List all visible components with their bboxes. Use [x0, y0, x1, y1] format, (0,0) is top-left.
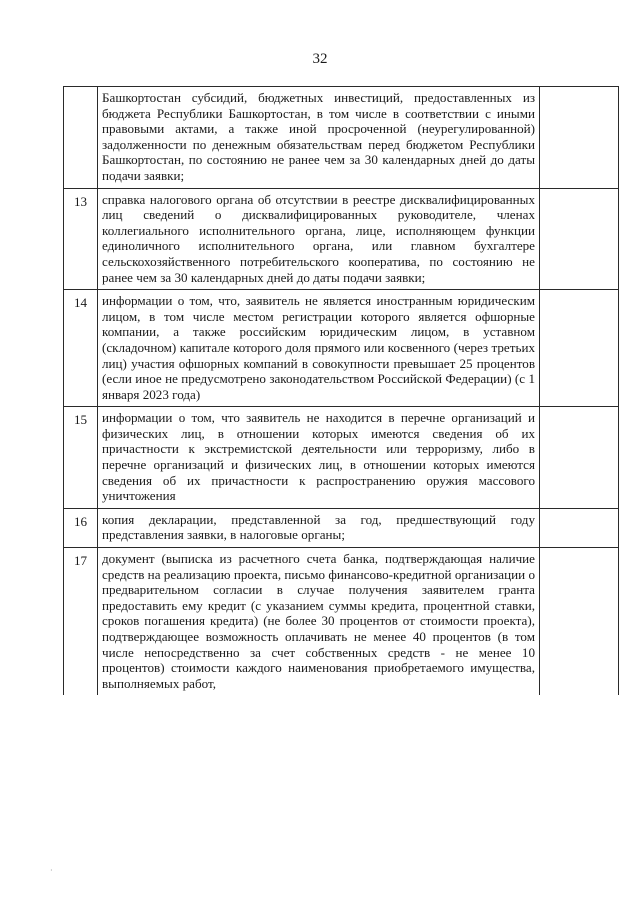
row-number: 16 [64, 508, 98, 547]
documents-table [63, 86, 619, 695]
table-row [64, 188, 619, 290]
table-row [64, 548, 619, 696]
row-number [64, 87, 98, 189]
empty-cell [540, 188, 619, 290]
empty-cell [540, 508, 619, 547]
row-number: 17 [64, 548, 98, 696]
empty-cell [540, 290, 619, 407]
empty-cell [540, 407, 619, 509]
row-number: 13 [64, 188, 98, 290]
empty-cell [540, 548, 619, 696]
row-number: 15 [64, 407, 98, 509]
row-text: документ (выписка из расчетного счета банка, подтверждающая наличие средств на реализацию проекта, письмо финансово-кредитной организации о предварительном согласии в случае получения заявителем гранта предоставить ему кредит (с указанием суммы кредита, процентной ставки, сроков погашения кредита) (не более 30 процентов от стоимости проекта), подтверждающее возможность оплачивать не менее 40 процентов (в том числе непосредственно за счет собственных средств - не менее 10 процентов) стоимости каждого наименования приобретаемого имущества, выполняемых работ, [98, 548, 540, 696]
row-text: копия декларации, представленной за год, предшествующий году представления заявки, в налоговые органы; [98, 508, 540, 547]
row-text: информации о том, что заявитель не находится в перечне организаций и физических лиц, в отношении которых имеются сведения об их причастности к экстремистской деятельности или терроризму, либо в перечне организаций и физических лиц, в отношении которых имеются сведения об их причастности к распространению оружия массового уничтожения [98, 407, 540, 509]
scan-speck: · [50, 866, 53, 875]
row-text: справка налогового органа об отсутствии в реестре дисквалифицированных лиц сведений о дисквалифицированных руководителе, членах коллегиального исполнительного органа, лице, исполняющем функции единоличного исполнительного органа, или главном бухгалтере сельскохозяйственного потребительского кооператива, по состоянию не ранее чем за 30 календарных дней до даты подачи заявки; [98, 188, 540, 290]
row-number: 14 [64, 290, 98, 407]
row-text: Башкортостан субсидий, бюджетных инвестиций, предоставленных из бюджета Республики Башкортостан, в том числе в соответствии с иными правовыми актами, а также иной просроченной (неурегулированной) задолженности по денежным обязательствам перед бюджетом Республики Башкортостан, по состоянию не ранее чем за 30 календарных дней до даты подачи заявки; [98, 87, 540, 189]
row-text: информации о том, что, заявитель не является иностранным юридическим лицом, в том числе местом регистрации которого является офшорные компании, а также российским юридическим лицом, в уставном (складочном) капитале которого доля прямого или косвенного (через третьих лиц) участия офшорных компаний в совокупности превышает 25 процентов (если иное не предусмотрено законодательством Российской Федерации) (с 1 января 2023 года) [98, 290, 540, 407]
page-number: 32 [312, 51, 328, 67]
table-row [64, 87, 619, 189]
table-row [64, 290, 619, 407]
empty-cell [540, 87, 619, 189]
table-row [64, 508, 619, 547]
table-row [64, 407, 619, 509]
